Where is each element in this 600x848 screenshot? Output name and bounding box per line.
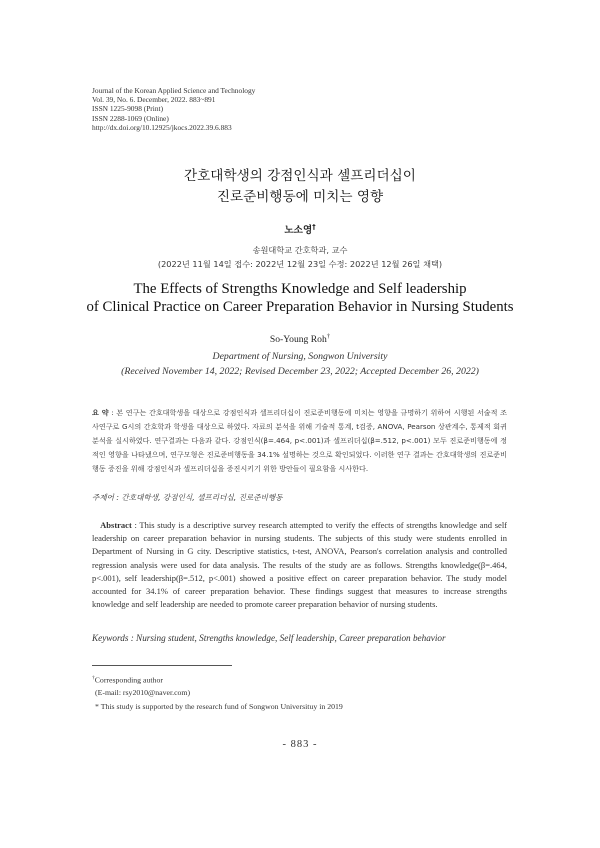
journal-header <box>92 86 255 132</box>
korean-title-line2: 진로준비행동에 미치는 영향 <box>216 189 384 205</box>
footnote-corresponding <box>92 675 163 685</box>
english-affiliation: Department of Nursing, Songwon University <box>212 351 388 362</box>
footnote-rule <box>92 665 232 666</box>
english-title-line1: The Effects of Strengths Knowledge and Self leadership <box>133 281 467 297</box>
english-keywords: Keywords : Nursing student, Strengths knowledge, Self leadership, Career preparation behavior <box>92 633 446 643</box>
footnote-support: * This study is supported by the research fund of Songwon Universituy in 2019 <box>95 702 343 711</box>
korean-title-line1: 간호대학생의 강점인식과 셀프리더십이 <box>184 168 416 184</box>
korean-keywords: 주제어 : 간호대학생, 강점인식, 셀프리더십, 진로준비행동 <box>92 493 283 502</box>
english-abstract <box>92 519 507 611</box>
korean-dates: (2022년 11월 14일 접수: 2022년 12월 23일 수정: 2022년 12월 26일 채택) <box>157 259 443 269</box>
journal-volume: Vol. 39, No. 6. December, 2022. 883~891 <box>92 95 216 105</box>
korean-affiliation: 송원대학교 간호학과, 교수 <box>252 245 348 255</box>
korean-abstract-text: : 본 연구는 간호대학생을 대상으로 강점인식과 셀프리더십이 진로준비행동에 미치는 영향을 규명하기 위하여 시행된 서술적 조사연구로 G시의 간호학과 학생을 대상으로 하였다. 자료의 분석을 위해 기술적 통계, t검증, ANOVA, Pearson 상관계수, 통제적 회귀분석을 실시하였다. 연구결과는 다음과 같다. 강점인식(β=.464, p<.001)과 셀프리더십(β=.512, p<.001) 모두 진로준비행동에 정적인 영향을 나타냈으며, 연구모형은 진로준비행동을 34.1% 설명하는 것으로 확인되었다. 이러한 연구 결과는 간호대학생의 진로준비행동 증진을 위해 강점인식과 셀프리더십을 증진시키기 위한 방안들이 필요함을 시사한다. <box>92 408 507 473</box>
korean-author-mark: † <box>312 222 316 231</box>
korean-abstract <box>92 406 507 476</box>
doi-link[interactable]: http://dx.doi.org/10.12925/jkocs.2022.39.6.883 <box>92 122 232 132</box>
issn-online: ISSN 2288-1069 (Online) <box>92 113 169 123</box>
english-author-mark: † <box>326 333 331 340</box>
journal-name: Journal of the Korean Applied Science and Technology <box>92 86 256 95</box>
english-abstract-label: Abstract <box>100 520 132 530</box>
english-author <box>0 333 600 345</box>
issn-print: ISSN 1225-9098 (Print) <box>92 104 164 114</box>
english-author-name: So-Young Roh <box>269 334 327 346</box>
korean-author <box>0 222 600 236</box>
korean-abstract-label: 요 약 <box>92 408 109 417</box>
english-dates: (Received November 14, 2022; Revised December 23, 2022; Accepted December 26, 2022) <box>121 366 479 377</box>
footnote-email: (E-mail: rsy2010@naver.com) <box>95 688 191 697</box>
korean-author-name: 노소영 <box>284 225 313 236</box>
page-number: - 883 - <box>282 739 318 750</box>
english-abstract-text: : This study is a descriptive survey research attempted to verify the effects of strengths knowledge and self leadership on career preparation behavior in nursing students. The subjects of this study were students enrolled in Department of Nursing in G city. Descriptive statistics, t-test, ANOVA, Pearson's correlation analysis and controlled regression analysis were used for data analysis. The results of the study are as follows. Strengths knowledge(β=.464, p<.001), self leadership(β=.512, p<.001) showed a positive effect on career preparation behavior. The study model accounted for 34.1% of career preparation behavior. These findings suggest that measures to increase strengths knowledge and self leadership are needed to promote career preparation behavior of nursing students. <box>92 520 508 610</box>
footnote-corresponding-text: Corresponding author <box>94 675 163 685</box>
english-title-line2: of Clinical Practice on Career Preparation Behavior in Nursing Students <box>86 299 514 315</box>
footnote-mark: † <box>92 675 95 681</box>
